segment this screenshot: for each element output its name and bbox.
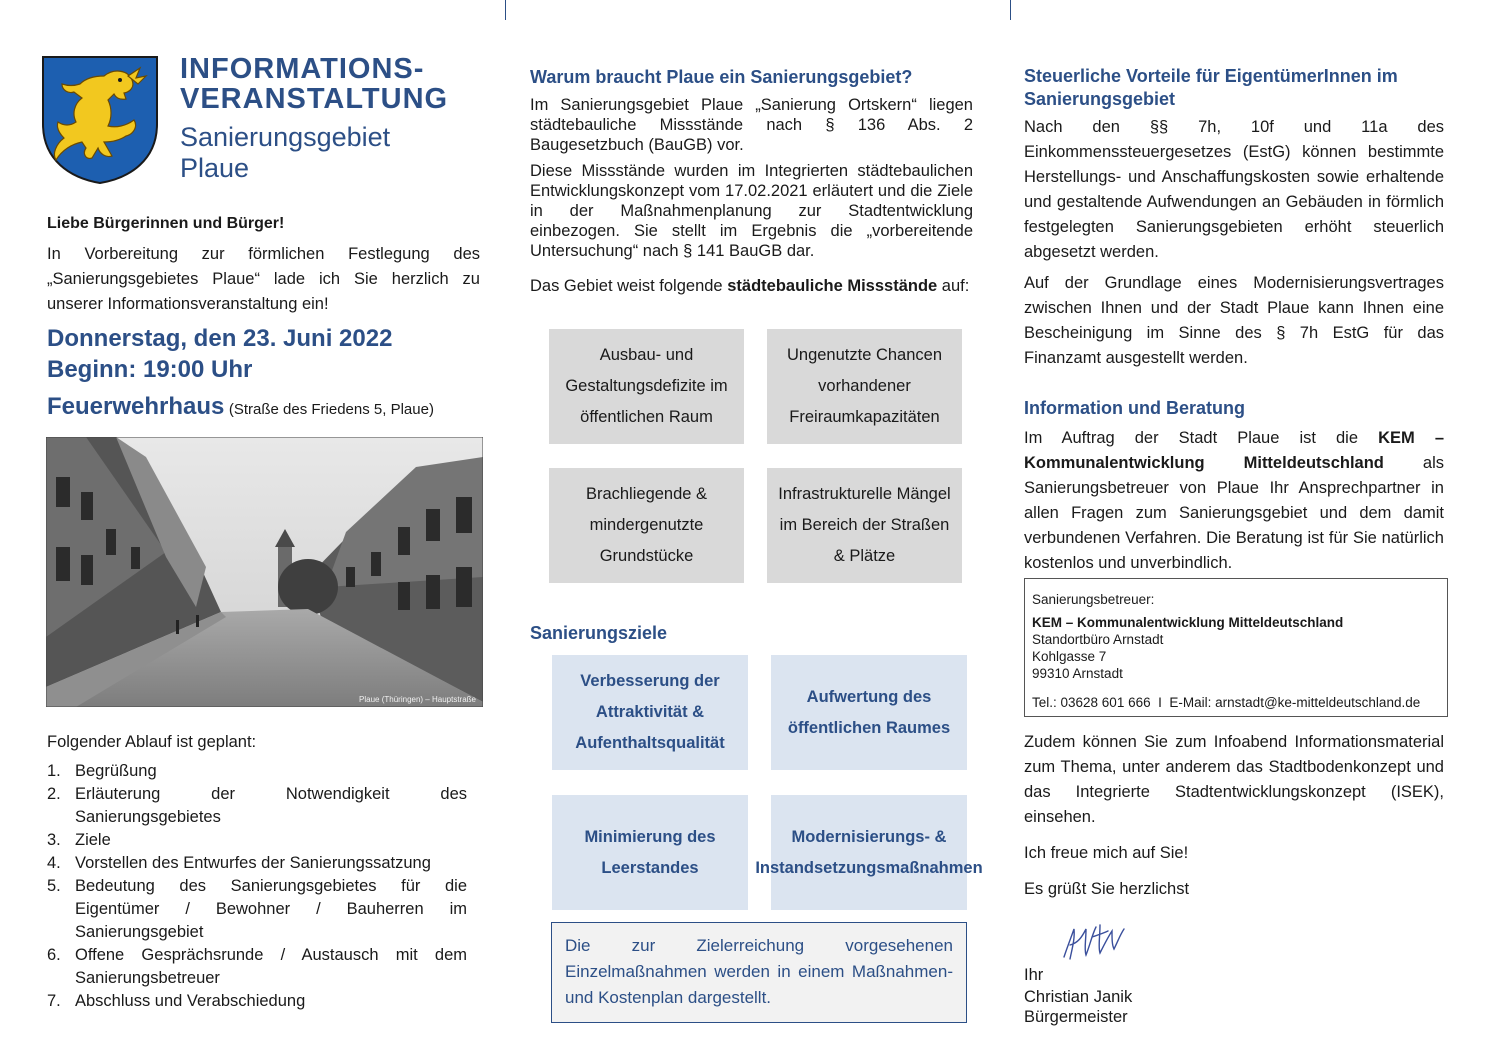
coat-of-arms-icon: [42, 56, 158, 184]
tax-heading: Steuerliche Vorteile für EigentümerInnen im Sanierungsgebiet: [1024, 66, 1398, 109]
contact-street: Kohlgasse 7: [1032, 649, 1107, 664]
goal-box: Modernisierungs- & Instandsetzungsmaßnahmen: [771, 795, 967, 910]
agenda-text: Erläuterung der Notwendigkeit des Sanierungsgebietes: [75, 785, 467, 826]
event-subtitle: [180, 122, 390, 184]
agenda-item: [47, 990, 467, 1013]
agenda-number: 5.: [47, 877, 61, 895]
agenda-item: [47, 829, 467, 852]
why-p3-end: auf:: [941, 277, 970, 295]
why-heading: Warum braucht Plaue ein Sanierungsgebiet?: [530, 67, 913, 87]
event-date: Donnerstag, den 23. Juni 2022: [47, 325, 393, 352]
fold-mark-right: [1010, 0, 1011, 20]
contact-separator: I: [1158, 695, 1162, 710]
tax-paragraph-1: Nach den §§ 7h, 10f und 11a des Einkommenssteuergesetzes (EstG) können bestimmte Herstellungs- und Anschaffungskosten sowie erhaltende und gestaltende Aufwendungen an Gebäuden in förmlich festgelegten Sanierungsgebieten erhöht steuerlich abgesetzt werden.: [1024, 118, 1444, 261]
agenda-label: Folgender Ablauf ist geplant:: [47, 733, 257, 751]
signatory-role: Bürgermeister: [1024, 1008, 1128, 1026]
contact-org: KEM – Kommunalentwicklung Mitteldeutschland: [1032, 615, 1344, 630]
venue-address: (Straße des Friedens 5, Plaue): [228, 401, 434, 418]
advice-paragraph: [1024, 426, 1444, 576]
advice-org: KEM – Kommunalentwicklung Mitteldeutschland: [1024, 429, 1444, 472]
advice-end: als Sanierungsbetreuer von Plaue Ihr Ansprechpartner in allen Fragen zum Sanierungsgebiet und dem damit verbundenen Verfahren. Die Beratung ist für Sie natürlich kostenlos und unverbindlich.: [1024, 454, 1444, 572]
why-paragraph-1: Im Sanierungsgebiet Plaue „Sanierung Ortskern“ liegen städtebauliche Missstände nach § 136 Abs. 2 Baugesetzbuch (BauGB) vor.: [530, 96, 973, 154]
agenda-text: Vorstellen des Entwurfes der Sanierungssatzung: [75, 854, 431, 872]
closing-line-1: Ich freue mich auf Sie!: [1024, 844, 1189, 862]
greeting: Liebe Bürgerinnen und Bürger!: [47, 215, 285, 232]
contact-phone: Tel.: 03628 601 666: [1032, 695, 1151, 710]
contact-box: [1024, 578, 1448, 717]
title-line-2: VERANSTALTUNG: [180, 83, 449, 115]
contact-office: Standortbüro Arnstadt: [1032, 632, 1164, 647]
why-p3-bold: städtebauliche Missstände: [727, 277, 938, 295]
event-venue: [47, 393, 434, 421]
goal-box: Aufwertung des öffentlichen Raumes: [771, 655, 967, 770]
agenda-list: [47, 760, 467, 1013]
fold-mark-left: [505, 0, 506, 20]
why-p3-start: Das Gebiet weist folgende: [530, 277, 723, 295]
agenda-item: [47, 875, 467, 944]
title-line-1: INFORMATIONS-: [180, 53, 425, 85]
agenda-number: 1.: [47, 762, 61, 780]
agenda-item: [47, 852, 467, 875]
invitation-intro: In Vorbereitung zur förmlichen Festlegung des „Sanierungsgebietes Plaue“ lade ich Sie herzlich zu unserer Informationsveranstaltung ein!: [47, 245, 480, 313]
agenda-number: 7.: [47, 992, 61, 1010]
measures-note: Die zur Zielerreichung vorgesehenen Einzelmaßnahmen werden in einem Maßnahmen- und Kostenplan dargestellt.: [551, 922, 967, 1023]
signature-icon: [1056, 915, 1128, 963]
agenda-text: Abschluss und Verabschiedung: [75, 992, 306, 1010]
signatory-name: Christian Janik: [1024, 988, 1133, 1006]
agenda-number: 3.: [47, 831, 61, 849]
defect-box: Infrastrukturelle Mängel im Bereich der Straßen & Plätze: [767, 468, 962, 583]
defect-box: Ausbau- und Gestaltungsdefizite im öffentlichen Raum: [549, 329, 744, 444]
defect-box: Brachliegende & mindergenutzte Grundstücke: [549, 468, 744, 583]
agenda-item: [47, 760, 467, 783]
closing-line-2: Es grüßt Sie herzlichst: [1024, 880, 1190, 898]
tax-paragraph-2: Auf der Grundlage eines Modernisierungsvertrages zwischen Ihnen und der Stadt Plaue kann Ihnen eine Bescheinigung im Sinne des § 7h EstG für das Finanzamt ausgestellt werden.: [1024, 274, 1444, 367]
venue-name: Feuerwehrhaus: [47, 393, 225, 420]
event-date-time: [47, 323, 392, 385]
historic-street-photo: [46, 437, 483, 707]
event-title: [180, 54, 448, 114]
subtitle-line-1: Sanierungsgebiet: [180, 122, 391, 152]
event-time: Beginn: 19:00 Uhr: [47, 356, 253, 383]
goal-box: Verbesserung der Attraktivität & Aufenthaltsqualität: [552, 655, 748, 770]
agenda-item: [47, 944, 467, 990]
closing-paragraph: Zudem können Sie zum Infoabend Informationsmaterial zum Thema, unter anderem das Stadtbodenkonzept und das Integrierte Stadtentwicklungskonzept (ISEK), einsehen.: [1024, 733, 1444, 826]
agenda-number: 2.: [47, 785, 61, 803]
photo-caption: Plaue (Thüringen) – Hauptstraße: [359, 695, 476, 704]
subtitle-line-2: Plaue: [180, 153, 250, 183]
contact-city: 99310 Arnstadt: [1032, 666, 1123, 681]
goals-heading: Sanierungsziele: [530, 623, 668, 643]
contact-line: [1032, 694, 1440, 711]
agenda-text: Offene Gesprächsrunde / Austausch mit dem Sanierungsbetreuer: [75, 946, 467, 987]
agenda-number: 6.: [47, 946, 61, 964]
why-paragraph-2: Diese Missstände wurden im Integrierten städtebaulichen Entwicklungskonzept vom 17.02.2021 erläutert und die Ziele in der Maßnahmenplanung zur Stadtentwicklung einbezogen. Sie stellt im Ergebnis die „vorbereitende Untersuchung“ nach § 141 BauGB dar.: [530, 162, 973, 260]
agenda-text: Begrüßung: [75, 762, 157, 780]
advice-heading: Information und Beratung: [1024, 398, 1245, 418]
why-paragraph-3: [530, 276, 973, 296]
goal-box: Minimierung des Leerstandes: [552, 795, 748, 910]
agenda-text: Bedeutung des Sanierungsgebietes für die Eigentümer / Bewohner / Bauherren im Sanierungsgebiet: [75, 877, 467, 941]
defect-box: Ungenutzte Chancen vorhandener Freiraumkapazitäten: [767, 329, 962, 444]
contact-label: Sanierungsbetreuer:: [1032, 592, 1155, 607]
advice-start: Im Auftrag der Stadt Plaue ist die: [1024, 429, 1359, 447]
contact-email[interactable]: E-Mail: arnstadt@ke-mitteldeutschland.de: [1169, 695, 1421, 710]
agenda-number: 4.: [47, 854, 61, 872]
agenda-item: [47, 783, 467, 829]
agenda-text: Ziele: [75, 831, 111, 849]
closing-ihr: Ihr: [1024, 966, 1044, 984]
